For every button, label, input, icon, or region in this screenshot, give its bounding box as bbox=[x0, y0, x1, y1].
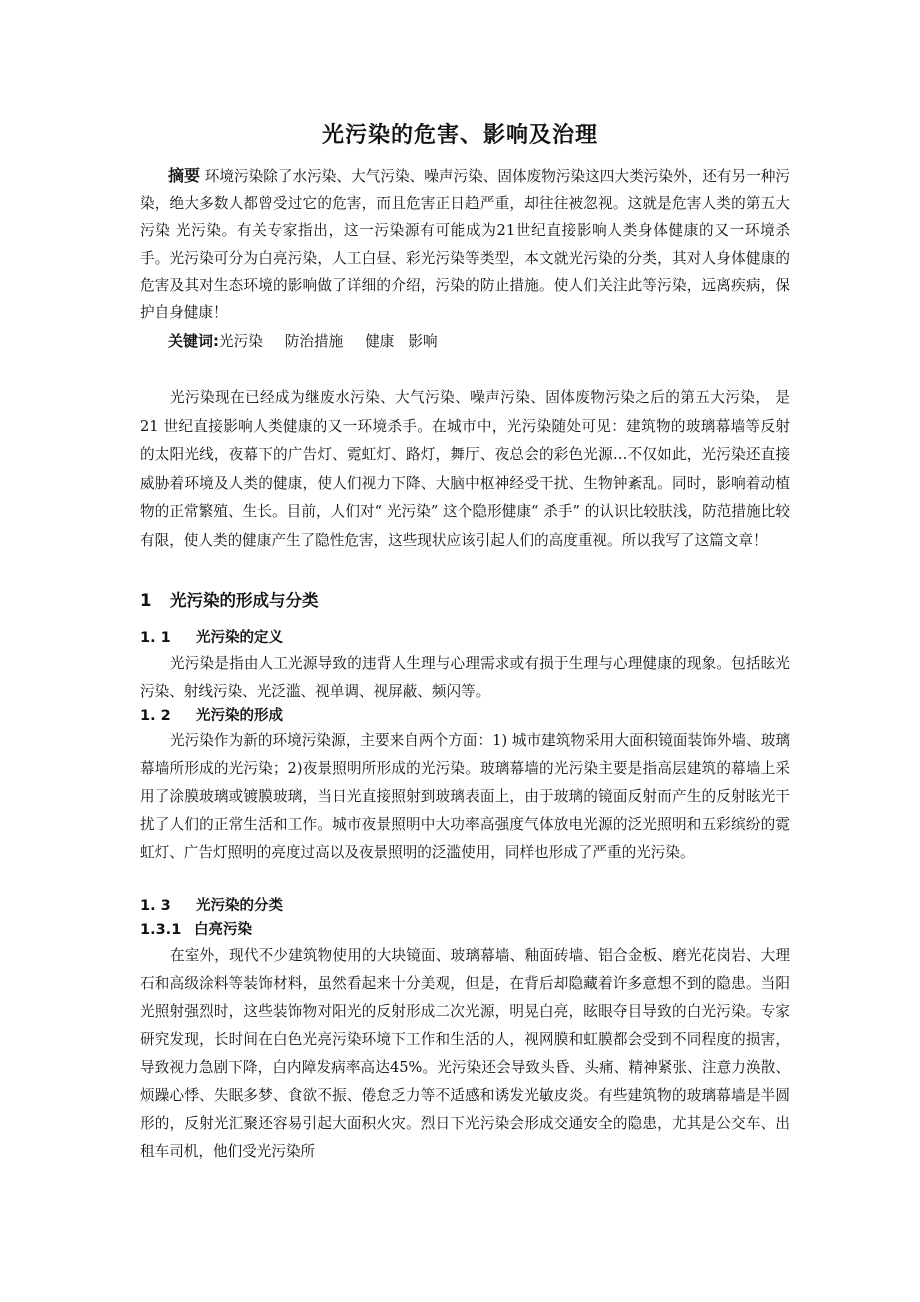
document-title: 光污染的危害、影响及治理 bbox=[321, 123, 598, 148]
keyword-item: 防治措施 bbox=[284, 333, 344, 350]
section-1-1-number: 1. 1 bbox=[140, 630, 171, 646]
section-1-2-number: 1. 2 bbox=[140, 708, 171, 724]
section-1-1-title: 光污染的定义 bbox=[196, 630, 283, 646]
section-1-3-1-paragraph: 在室外，现代不少建筑物使用的大块镜面、玻璃幕墙、釉面砖墙、铝合金板、磨光花岗岩、大理石和高级涂料等装饰材料，虽然看起来十分美观，但是，在背后却隐藏着许多意想不到的隐患。当阳光照射强烈时，这些装饰物对阳光的反射形成二次光源，明晃白亮，眩眼夺目导致的白光污染。专家研究发现，长时间在白色光亮污染环境下工作和生活的人，视网膜和虹膜都会受到不同程度的损害，导致视力急剧下降，白内障发病率高达45%。光污染还会导致头昏、头痛、精神紧张、注意力涣散、烦躁心悸、失眠多梦、食欲不振、倦怠乏力等不适感和诱发光敏皮炎。有些建筑物的玻璃幕墙是半圆形的，反射光汇聚还容易引起大面积火灾。烈日下光污染会形成交通安全的隐患，尤其是公交车、出租车司机，他们受光污染所 bbox=[140, 947, 790, 1160]
section-1-2-heading bbox=[140, 704, 283, 725]
section-1-3-1-number: 1.3.1 bbox=[140, 922, 182, 938]
section-1-heading bbox=[140, 587, 319, 611]
section-1-number: 1 bbox=[140, 591, 152, 610]
abstract-label: 摘要 bbox=[168, 166, 201, 185]
keywords-label: 关键词: bbox=[168, 332, 219, 350]
keywords-line bbox=[168, 330, 460, 351]
abstract-text: 环境污染除了水污染、大气污染、噪声污染、固体废物污染这四大类污染外，还有另一种污染，绝大多数人都曾受过它的危害，而且危害正日趋严重，却往往被忽视。这就是危害人类的第五大污染 光污染。有关专家指出，这一污染源有可能成为21世纪直接影响人类身体健康的又一环境杀手。光污染可分为白亮污染，人工白昼、彩光污染等类型，本文就光污染的分类，其对人身体健康的危害及其对生态环境的影响做了详细的介绍，污染的防止措施。使人们关注此等污染，远离疾病，保护自身健康！ bbox=[140, 168, 790, 322]
section-1-1-paragraph: 光污染是指由人工光源导致的违背人生理与心理需求或有损于生理与心理健康的现象。包括眩光污染、射线污染、光泛滥、视单调、视屏蔽、频闪等。 bbox=[140, 655, 790, 700]
section-1-3-1-title: 白亮污染 bbox=[194, 922, 252, 938]
keyword-item: 光污染 bbox=[219, 333, 263, 350]
section-1-3-title: 光污染的分类 bbox=[196, 898, 283, 914]
abstract-paragraph bbox=[140, 162, 790, 326]
section-1-title: 光污染的形成与分类 bbox=[170, 591, 319, 610]
keyword-item: 健康 bbox=[365, 333, 395, 350]
section-1-2-paragraph: 光污染作为新的环境污染源，主要来自两个方面：1) 城市建筑物采用大面积镜面装饰外墙、玻璃幕墙所形成的光污染；2)夜景照明所形成的光污染。玻璃幕墙的光污染主要是指高层建筑的幕墙上采用了涂膜玻璃或镀膜玻璃，当日光直接照射到玻璃表面上，由于玻璃的镜面反射而产生的反射眩光干扰了人们的正常生活和工作。城市夜景照明中大功率高强度气体放电光源的泛光照明和五彩缤纷的霓虹灯、广告灯照明的亮度过高以及夜景照明的泛滥使用，同样也形成了严重的光污染。 bbox=[140, 732, 790, 861]
section-1-3-1-heading bbox=[140, 918, 252, 939]
section-1-3-heading bbox=[140, 894, 283, 915]
section-1-3-number: 1. 3 bbox=[140, 898, 171, 914]
intro-paragraph: 光污染现在已经成为继废水污染、大气污染、噪声污染、固体废物污染之后的第五大污染， 是 21 世纪直接影响人类健康的又一环境杀手。在城市中，光污染随处可见：建筑物的玻璃幕墙等反射的太阳光线，夜幕下的广告灯、霓虹灯、路灯，舞厅、夜总会的彩色光源…不仅如此，光污染还直接威胁着环境及人类的健康，使人们视力下降、大脑中枢神经受干扰、生物钟紊乱。同时，影响着动植物的正常繁殖、生长。目前，人们对“ 光污染” 这个隐形健康“ 杀手” 的认识比较肤浅，防范措施比较有限，使人类的健康产生了隐性危害，这些现状应该引起人们的高度重视。所以我写了这篇文章！ bbox=[140, 389, 790, 549]
keyword-item: 影响 bbox=[408, 333, 438, 350]
section-1-1-heading bbox=[140, 626, 283, 647]
section-1-2-title: 光污染的形成 bbox=[196, 708, 283, 724]
